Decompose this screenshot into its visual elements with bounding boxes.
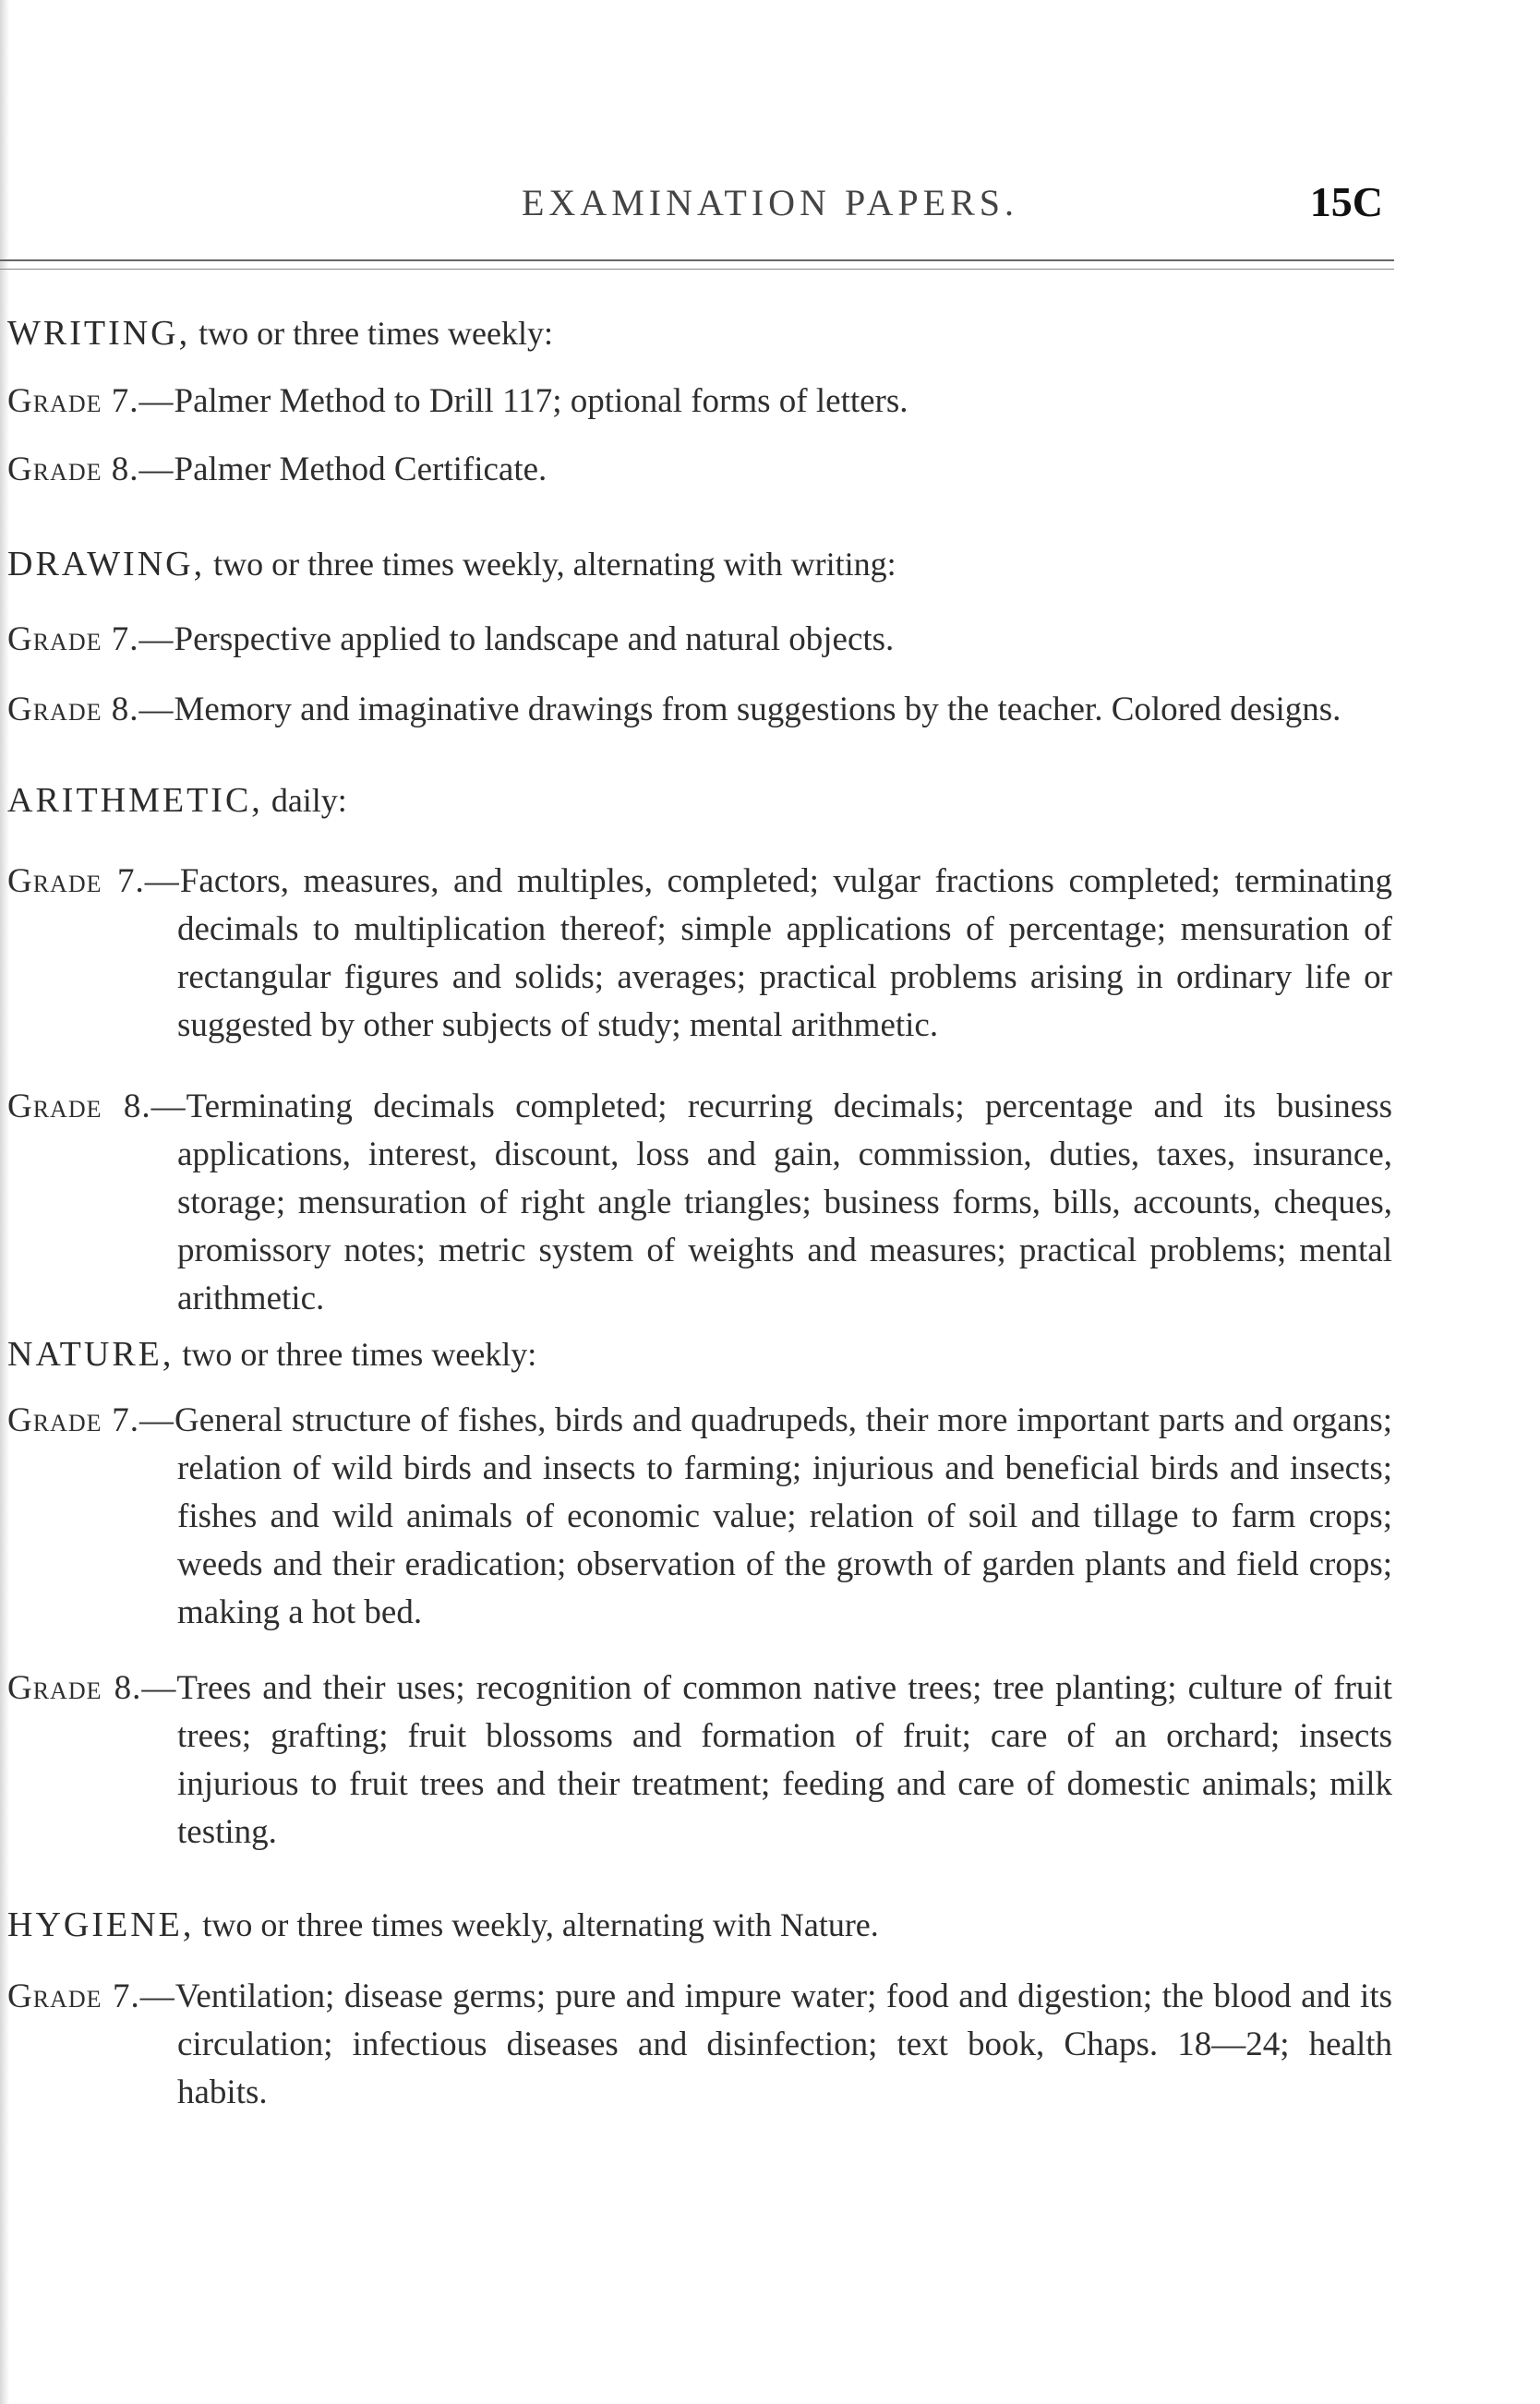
grade-label: Grade 7.— (7, 382, 174, 420)
grade-entry-arithmetic-7 (7, 858, 1392, 1050)
grade-label: Grade 8.— (7, 1669, 177, 1707)
grade-entry-drawing-7 (7, 616, 1392, 664)
grade-entry-drawing-8 (7, 686, 1392, 734)
section-frequency: two or three times weekly, alternating with writing: (213, 546, 896, 583)
grade-text: General structure of fishes, birds and quadrupeds, their more important parts and organs; relation of wild birds and insects to farming; injurious and beneficial birds and insects; fishes and wild animals of economic value; relation of soil and tillage to farm crops; weeds and their eradication; observation of the growth of garden plants and field crops; making a hot bed. (174, 1401, 1393, 1631)
grade-entry-arithmetic-8 (7, 1083, 1392, 1323)
grade-entry-writing-8 (7, 446, 1392, 494)
grade-text: Memory and imaginative drawings from suggestions by the teacher. Colored designs. (174, 691, 1341, 728)
grade-label: Grade 8.— (7, 691, 174, 728)
section-name: WRITING, (7, 314, 191, 353)
header-rule-secondary (0, 269, 1394, 270)
grade-label: Grade 7.— (7, 1977, 175, 2015)
section-heading-drawing (7, 540, 1392, 588)
grade-label: Grade 7.— (7, 862, 180, 900)
grade-entry-nature-8 (7, 1665, 1392, 1857)
section-frequency: two or three times weekly: (199, 315, 554, 352)
grade-text: Ventilation; disease germs; pure and impure water; food and digestion; the blood and its circulation; infectious diseases and disinfection; text book, Chaps. 18—24; health habits. (174, 1977, 1393, 2111)
section-name: NATURE, (7, 1335, 174, 1374)
grade-label: Grade 7.— (7, 620, 174, 658)
running-head: EXAMINATION PAPERS. (521, 182, 1019, 223)
grade-text: Palmer Method to Drill 117; optional forms of letters. (174, 382, 908, 420)
page-header (0, 178, 1540, 236)
section-name: ARITHMETIC, (7, 781, 263, 820)
section-name: DRAWING, (7, 545, 206, 583)
section-heading-hygiene (7, 1901, 1392, 1949)
grade-text: Palmer Method Certificate. (174, 451, 547, 488)
grade-entry-nature-7 (7, 1397, 1392, 1637)
section-frequency: two or three times weekly, alternating with Nature. (202, 1906, 879, 1943)
page-number: 15C (1309, 178, 1383, 225)
section-name: HYGIENE, (7, 1905, 195, 1944)
section-frequency: two or three times weekly: (182, 1336, 537, 1373)
section-heading-writing (7, 309, 1392, 357)
grade-text: Perspective applied to landscape and natural objects. (174, 620, 895, 658)
grade-label: Grade 8.— (7, 1088, 186, 1125)
section-heading-nature (7, 1330, 1392, 1378)
grade-label: Grade 8.— (7, 451, 174, 488)
grade-text: Factors, measures, and multiples, completed; vulgar fractions completed; terminating decimals to multiplication thereof; simple applications of percentage; mensuration of rectangular figures and solids; averages; practical problems arising in ordinary life or suggested by other subjects of study; mental arithmetic. (177, 862, 1393, 1044)
section-frequency: daily: (271, 782, 347, 819)
page-body (7, 309, 1392, 2117)
section-heading-arithmetic (7, 776, 1392, 824)
grade-text: Trees and their uses; recognition of common native trees; tree planting; culture of fruit trees; grafting; fruit blossoms and formation of fruit; care of an orchard; insects injurious to fruit trees and their treatment; feeding and care of domestic animals; milk testing. (176, 1669, 1392, 1851)
grade-entry-writing-7 (7, 378, 1392, 426)
grade-label: Grade 7.— (7, 1401, 175, 1439)
grade-entry-hygiene-7 (7, 1973, 1392, 2117)
grade-text: Terminating decimals completed; recurring decimals; percentage and its business applications, interest, discount, loss and gain, commission, duties, taxes, insurance, storage; mensuration of right angle triangles; business forms, bills, accounts, cheques, promissory notes; metric system of weights and measures; practical problems; mental arithmetic. (177, 1088, 1393, 1317)
header-rule (0, 259, 1394, 261)
